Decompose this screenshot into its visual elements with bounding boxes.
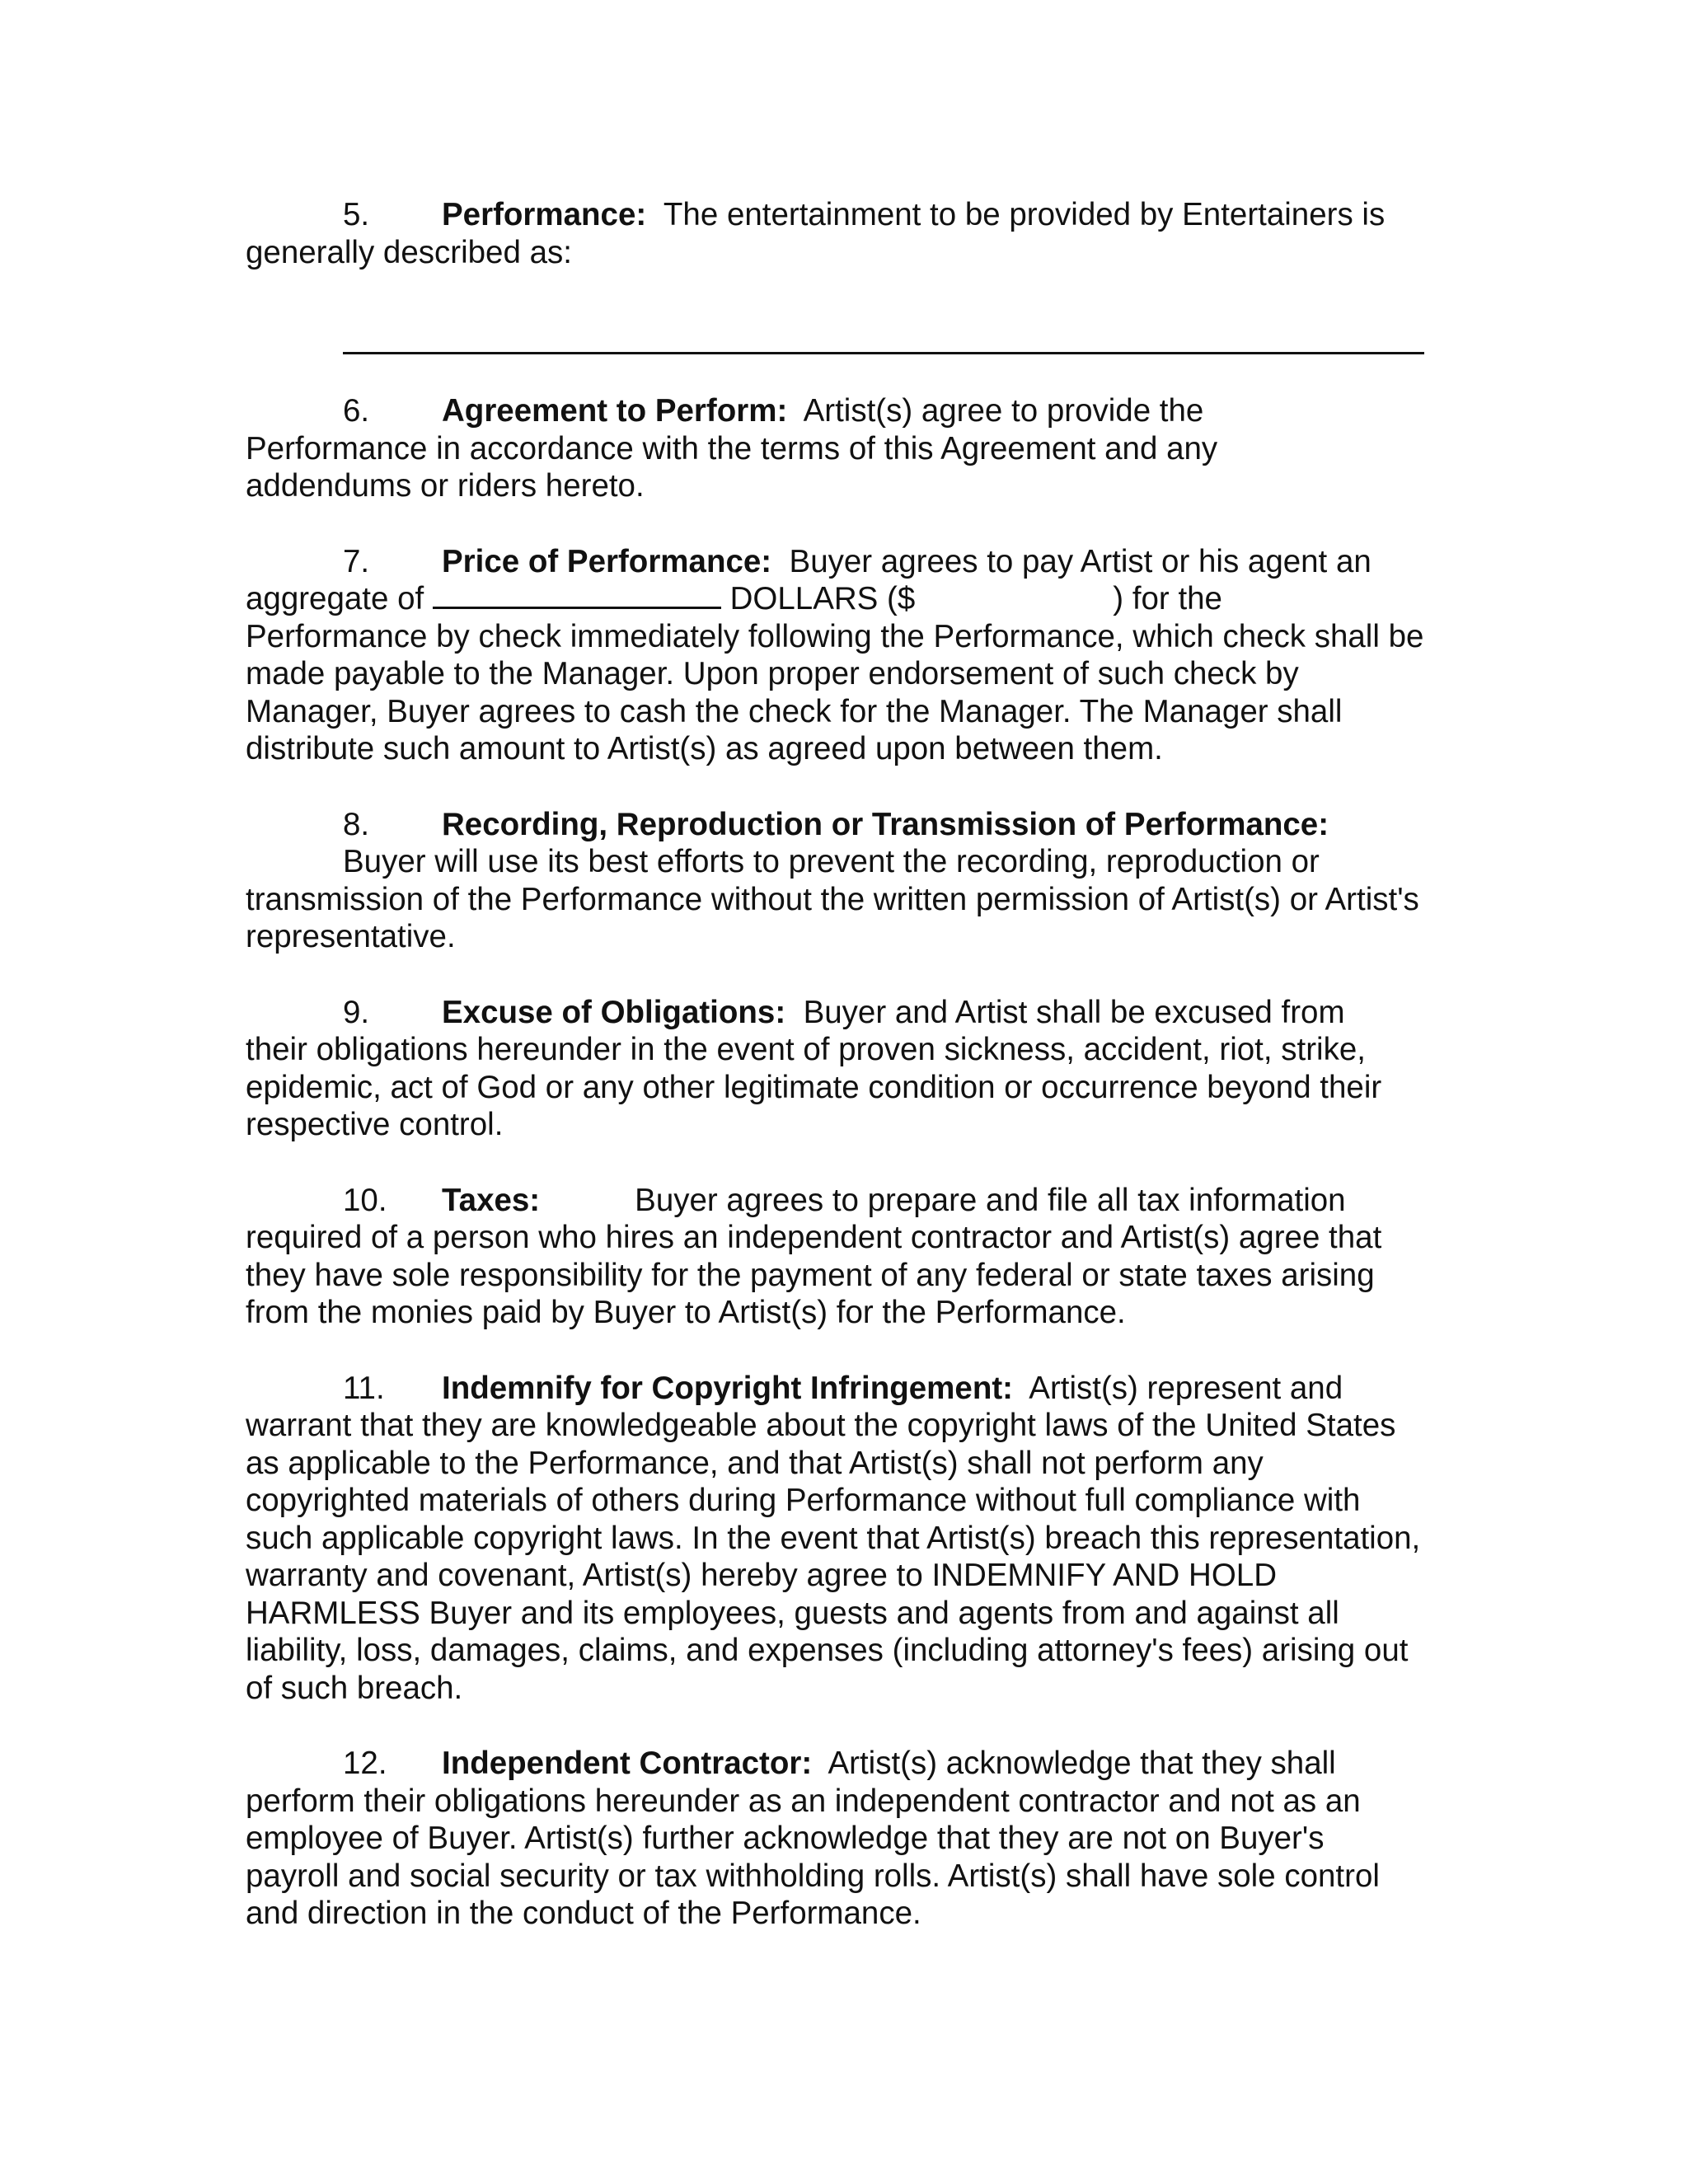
section-5-first-line [246, 197, 1385, 232]
section-11 [246, 1370, 1424, 1708]
section-heading: Price of Performance: [442, 543, 772, 579]
section-text: Buyer and Artist shall be excused from [803, 994, 1345, 1030]
section-number: 9. [343, 994, 370, 1030]
section-6 [246, 392, 1284, 505]
section-number: 6. [343, 393, 370, 429]
section-text-continued: warrant that they are knowledgeable about the copyright laws of the United States as applicable to the Performance, and that Artist(s) shall not perform any copyrighted materials of others during Performance without full compliance with such applicable copyright laws. In the event that Artist(s) breach this representation, warranty and covenant, Artist(s) hereby agree to INDEMNIFY AND HOLD HARMLESS Buyer and its employees, guests and agents from and against all liability, loss, damages, claims, and expenses (including attorney's fees) arising out of such breach. [246, 1408, 1421, 1706]
section-heading: Agreement to Perform: [442, 393, 788, 429]
section-7-first-line [246, 544, 1372, 579]
section-9 [246, 994, 1424, 1144]
section-6-first-line [246, 393, 1203, 429]
section-number: 8. [343, 806, 370, 842]
section-heading: Performance: [442, 197, 647, 232]
performance-description-blank[interactable] [343, 314, 1424, 354]
amount-words-blank[interactable] [433, 582, 721, 609]
section-10-first-line [246, 1183, 1346, 1218]
section-number: 11. [343, 1370, 385, 1406]
section-text: Artist(s) represent and [1029, 1370, 1343, 1406]
section-11-first-line [246, 1371, 1343, 1406]
section-text-continued: perform their obligations hereunder as an independent contractor and not as an employee of Buyer. Artist(s) further acknowledge that they are not on Buyer's payroll and social security or tax withholding rolls. Artist(s) shall have sole control and direction in the conduct of the Performance. [246, 1783, 1380, 1931]
section-heading: Excuse of Obligations: [442, 994, 786, 1030]
section-number: 10. [343, 1182, 387, 1218]
section-text: Artist(s) acknowledge that they shall [828, 1746, 1336, 1781]
section-heading: Indemnify for Copyright Infringement: [442, 1370, 1013, 1406]
section-number: 12. [343, 1746, 387, 1781]
section-12-first-line [246, 1746, 1336, 1781]
section-text: Buyer will use its best efforts to prevent the recording, reproduction or [343, 844, 1320, 879]
section-text-continued: required of a person who hires an independent contractor and Artist(s) agree that they have sole responsibility for the payment of any federal or state taxes arising from the monies paid by Buyer to Artist(s) for the Performance. [246, 1220, 1382, 1330]
section-text: Artist(s) agree to provide the [803, 393, 1204, 429]
section-heading: Taxes: [442, 1182, 541, 1218]
section-heading: Recording, Reproduction or Transmission of Performance: [442, 806, 1329, 842]
section-heading: Independent Contractor: [442, 1746, 813, 1781]
section-text-continued: Performance in accordance with the terms of this Agreement and any addendums or riders hereto. [246, 430, 1218, 504]
section-text-continued: transmission of the Performance without the written permission of Artist(s) or Artist's representative. [246, 881, 1419, 954]
aggregate-label: aggregate of [246, 581, 424, 616]
section-number: 7. [343, 543, 370, 579]
for-the-label: ) for the [1113, 581, 1222, 616]
section-7-amount-line [246, 581, 1222, 616]
section-8-first-line [246, 807, 1329, 842]
section-7 [246, 543, 1424, 768]
dollars-label: DOLLARS ($ [729, 581, 916, 616]
section-9-first-line [246, 995, 1345, 1030]
section-12 [246, 1745, 1424, 1933]
section-text-continued: generally described as: [246, 234, 572, 270]
section-5 [246, 196, 1424, 271]
section-text: Buyer agrees to prepare and file all tax information [635, 1182, 1346, 1218]
document-page [246, 196, 1424, 1933]
section-8 [246, 806, 1424, 956]
section-text: Buyer agrees to pay Artist or his agent an [789, 543, 1372, 579]
section-text: The entertainment to be provided by Entertainers is [663, 197, 1386, 232]
section-text-continued: Performance by check immediately following the Performance, which check shall be made payable to the Manager. Upon proper endorsement of such check by Manager, Buyer agrees to cash the check for the Manager. The Manager shall distribute such amount to Artist(s) as agreed upon between them. [246, 618, 1424, 766]
section-10 [246, 1182, 1424, 1332]
section-number: 5. [343, 197, 370, 232]
section-text-continued: their obligations hereunder in the event of proven sickness, accident, riot, strike, epidemic, act of God or any other legitimate condition or occurrence beyond their respective control. [246, 1032, 1382, 1142]
